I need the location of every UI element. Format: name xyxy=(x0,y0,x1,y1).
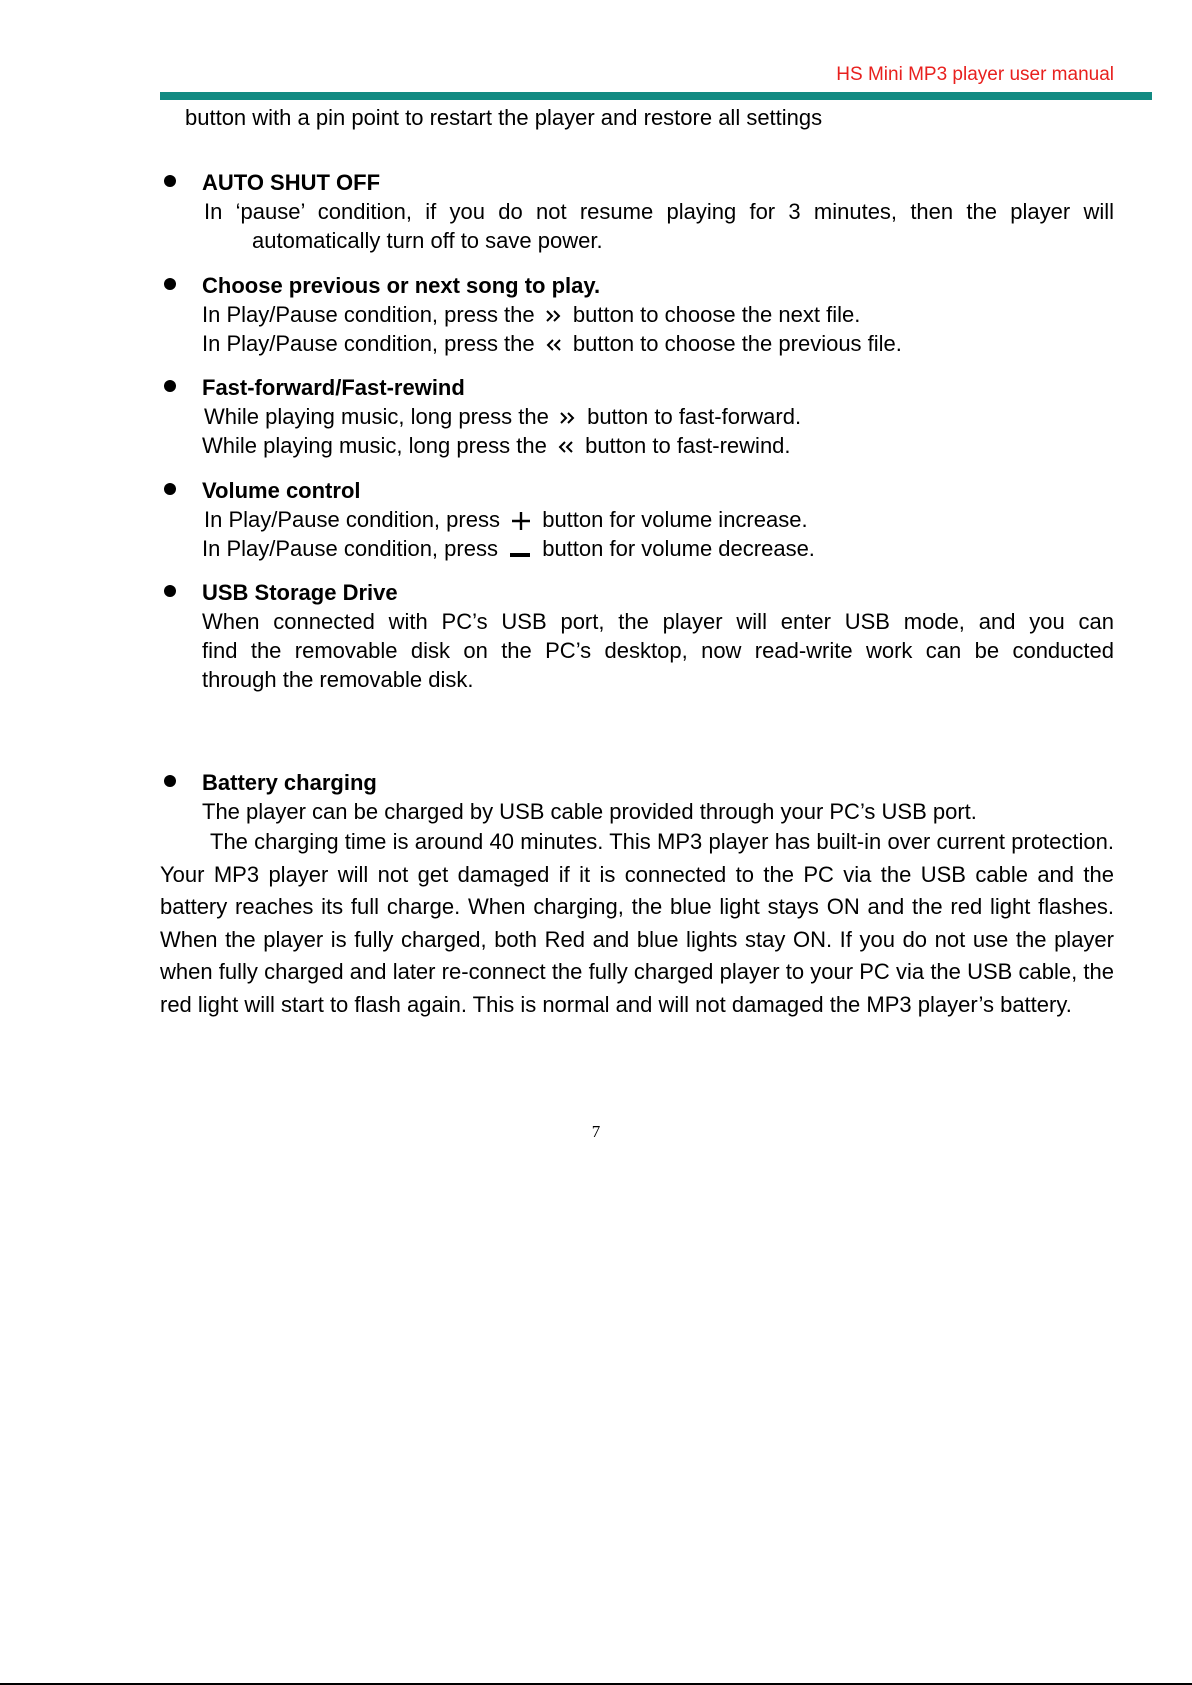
double-chevron-left-icon xyxy=(557,440,575,454)
double-chevron-right-icon xyxy=(545,309,563,323)
line-text: button to fast-rewind. xyxy=(585,433,791,458)
section-heading: AUTO SHUT OFF xyxy=(202,170,381,195)
header-title: HS Mini MP3 player user manual xyxy=(836,64,1114,85)
section-battery-charging xyxy=(160,768,1114,826)
section-heading: Fast-forward/Fast-rewind xyxy=(202,375,465,400)
section-heading: Volume control xyxy=(202,478,361,503)
line-text: While playing music, long press the xyxy=(202,433,547,458)
bullet-icon xyxy=(164,278,176,290)
double-chevron-right-icon xyxy=(559,411,577,425)
section-line xyxy=(202,534,1114,563)
section-volume-control xyxy=(160,476,1114,563)
section-line: automatically turn off to save power. xyxy=(252,228,603,253)
bullet-icon xyxy=(164,585,176,597)
line-text: In Play/Pause condition, press the xyxy=(202,331,535,356)
double-chevron-left-icon xyxy=(545,338,563,352)
minus-icon xyxy=(508,539,532,561)
section-choose-song xyxy=(160,271,1114,358)
continuation-text: button with a pin point to restart the player and restore all settings xyxy=(185,105,823,130)
section-heading: USB Storage Drive xyxy=(202,580,398,605)
section-usb-storage xyxy=(160,578,1114,694)
section-line: The player can be charged by USB cable provided through your PC’s USB port. xyxy=(202,799,977,824)
line-text: button for volume decrease. xyxy=(542,536,815,561)
battery-paragraph: The charging time is around 40 minutes. This MP3 player has built-in over current protection. Your MP3 player will not get damaged if it is connected to the PC via the USB cable and the battery reaches its full charge. When charging, the blue light stays ON and the red light flashes. When the player is fully charged, both Red and blue lights stay ON. If you do not use the player when fully charged and later re-connect the fully charged player to your PC via the USB cable, the red light will start to flash again. This is normal and will not damaged the MP3 player’s battery. xyxy=(160,829,1114,1017)
section-heading: Battery charging xyxy=(202,770,377,795)
line-text: button for volume increase. xyxy=(542,507,808,532)
bullet-icon xyxy=(164,775,176,787)
section-line: through the removable disk. xyxy=(202,667,474,692)
bullet-icon xyxy=(164,380,176,392)
line-text: button to choose the previous file. xyxy=(572,331,902,356)
line-text: button to fast-forward. xyxy=(587,404,802,429)
line-text: button to choose the next file. xyxy=(572,302,861,327)
header-rule xyxy=(160,92,1152,100)
bullet-icon xyxy=(164,483,176,495)
section-line: find the removable disk on the PC’s desktop, now read-write work can be conducted xyxy=(202,638,1114,663)
section-heading: Choose previous or next song to play. xyxy=(202,273,601,298)
page-number: 7 xyxy=(591,1122,601,1141)
line-text: In Play/Pause condition, press xyxy=(202,536,498,561)
line-text: In Play/Pause condition, press xyxy=(204,507,500,532)
line-text: While playing music, long press the xyxy=(204,404,549,429)
line-text: In Play/Pause condition, press the xyxy=(202,302,535,327)
section-line: When connected with PC’s USB port, the player will enter USB mode, and you can xyxy=(202,609,1114,634)
section-line xyxy=(204,402,1114,431)
section-line xyxy=(202,329,1114,358)
section-line xyxy=(202,431,1114,460)
section-line xyxy=(202,300,1114,329)
section-line: In ‘pause’ condition, if you do not resume playing for 3 minutes, then the player will xyxy=(204,199,1114,224)
bullet-icon xyxy=(164,175,176,187)
section-fast-forward xyxy=(160,373,1114,460)
section-line xyxy=(204,505,1114,534)
plus-icon xyxy=(510,510,532,532)
section-auto-shut-off xyxy=(160,168,1114,255)
